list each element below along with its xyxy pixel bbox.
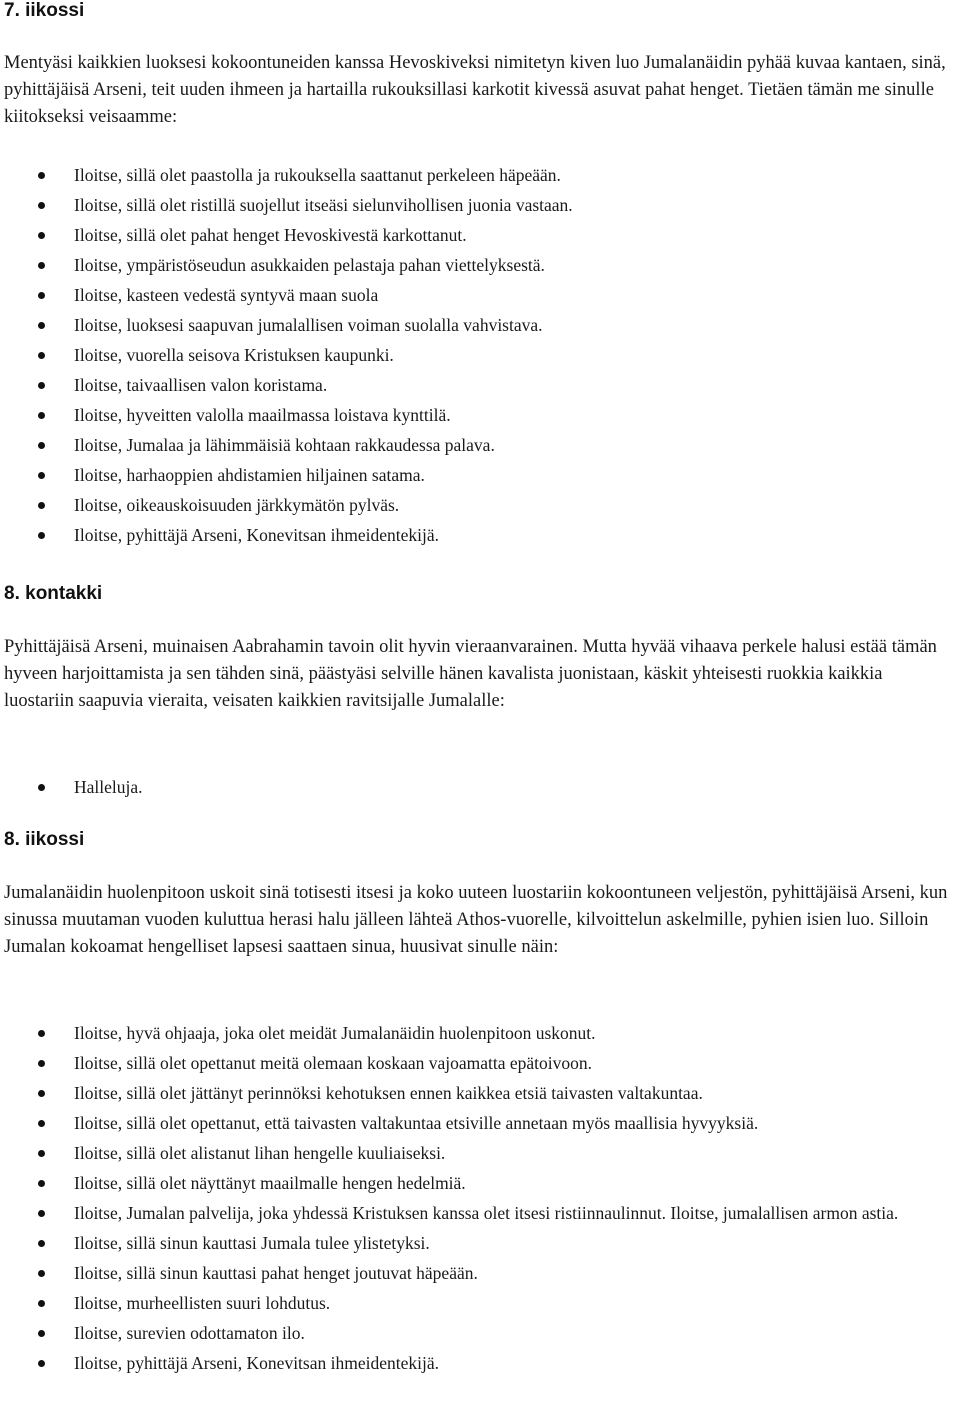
bullet-icon: [38, 1270, 45, 1277]
list-item: Iloitse, ympäristöseudun asukkaiden pelastaja pahan viettelyksestä.: [4, 250, 573, 280]
list-item: Iloitse, sillä olet jättänyt perinnöksi kehotuksen ennen kaikkea etsiä taivasten valtakuntaa.: [4, 1078, 898, 1108]
list-item: Iloitse, sillä olet näyttänyt maailmalle hengen hedelmiä.: [4, 1168, 898, 1198]
bullet-icon: [38, 1180, 45, 1187]
bullet-icon: [38, 1240, 45, 1247]
list-item: Iloitse, vuorella seisova Kristuksen kaupunki.: [4, 340, 573, 370]
bullet-list: [4, 772, 143, 802]
list-item: Iloitse, sillä sinun kauttasi pahat henget joutuvat häpeään.: [4, 1258, 898, 1288]
bullet-icon: [38, 1150, 45, 1157]
section-paragraph: Mentyäsi kaikkien luoksesi kokoontuneiden kanssa Hevoskiveksi nimitetyn kiven luo Jumalanäidin pyhää kuvaa kantaen, sinä, pyhittäjäisä Arseni, teit uuden ihmeen ja hartailla rukouksillasi karkotit kivessä asuvat pahat henget. Tietäen tämän me sinulle kiitokseksi veisaamme:: [4, 53, 946, 127]
list-item: Iloitse, sillä olet opettanut, että taivasten valtakuntaa etsiville annetaan myös maallisia hyvyyksiä.: [4, 1108, 898, 1138]
bullet-icon: [38, 1060, 45, 1067]
bullet-icon: [38, 1120, 45, 1127]
list-item: Iloitse, hyvä ohjaaja, joka olet meidät Jumalanäidin huolenpitoon uskonut.: [4, 1018, 898, 1048]
bullet-icon: [38, 1330, 45, 1337]
list-item: Iloitse, sillä olet alistanut lihan hengelle kuuliaiseksi.: [4, 1138, 898, 1168]
list-item: Halleluja.: [4, 772, 143, 802]
list-item: Iloitse, taivaallisen valon koristama.: [4, 370, 573, 400]
list-item: Iloitse, murheellisten suuri lohdutus.: [4, 1288, 898, 1318]
bullet-icon: [38, 784, 45, 791]
bullet-icon: [38, 382, 45, 389]
list-item: Iloitse, luoksesi saapuvan jumalallisen voiman suolalla vahvistava.: [4, 310, 573, 340]
section-heading-7-iikossi: 7. iikossi: [4, 0, 85, 21]
bullet-icon: [38, 412, 45, 419]
list-item: Iloitse, pyhittäjä Arseni, Konevitsan ihmeidentekijä.: [4, 520, 573, 550]
list-item: Iloitse, hyveitten valolla maailmassa loistava kynttilä.: [4, 400, 573, 430]
bullet-icon: [38, 1210, 45, 1217]
bullet-icon: [38, 232, 45, 239]
list-item: Iloitse, sillä olet paastolla ja rukouksella saattanut perkeleen häpeään.: [4, 160, 573, 190]
list-item: Iloitse, oikeauskoisuuden järkkymätön pylväs.: [4, 490, 573, 520]
list-item: Iloitse, sillä olet opettanut meitä olemaan koskaan vajoamatta epätoivoon.: [4, 1048, 898, 1078]
bullet-icon: [38, 532, 45, 539]
bullet-icon: [38, 472, 45, 479]
bullet-icon: [38, 172, 45, 179]
bullet-list: [4, 160, 573, 550]
list-item: Iloitse, kasteen vedestä syntyvä maan suola: [4, 280, 573, 310]
section-heading-8-kontakki: 8. kontakki: [4, 583, 103, 604]
section-paragraph: Jumalanäidin huolenpitoon uskoit sinä totisesti itsesi ja koko uuteen luostariin kokoontuneen veljestön, pyhittäjäisä Arseni, kun sinussa muutaman vuoden kuluttua herasi halu jälleen lähteä Athos-vuorelle, kilvoittelun askelmille, pyhien isien luo. Silloin Jumalan kokoamat hengelliset lapsesi saattaen sinua, huusivat sinulle näin:: [4, 883, 948, 957]
section-heading-8-iikossi: 8. iikossi: [4, 829, 85, 850]
list-item: Iloitse, sillä sinun kauttasi Jumala tulee ylistetyksi.: [4, 1228, 898, 1258]
bullet-icon: [38, 1360, 45, 1367]
bullet-icon: [38, 442, 45, 449]
list-item: Iloitse, Jumalan palvelija, joka yhdessä Kristuksen kanssa olet itsesi ristiinnaulinnut. Iloitse, jumalallisen armon astia.: [4, 1198, 898, 1228]
bullet-icon: [38, 322, 45, 329]
section-paragraph: Pyhittäjäisä Arseni, muinaisen Aabrahamin tavoin olit hyvin vieraanvarainen. Mutta hyvää vihaava perkele halusi estää tämän hyveen harjoittamista ja sen tähden sinä, päästyäsi selville hänen kavalista juonistaan, käskit yhteisesti ruokkia kaikkia luostariin saapuvia vieraita, veisaten kaikkien ravitsijalle Jumalalle:: [4, 637, 937, 711]
bullet-list: [4, 1018, 898, 1378]
list-item: Iloitse, Jumalaa ja lähimmäisiä kohtaan rakkaudessa palava.: [4, 430, 573, 460]
bullet-icon: [38, 262, 45, 269]
bullet-icon: [38, 1030, 45, 1037]
list-item: Iloitse, harhaoppien ahdistamien hiljainen satama.: [4, 460, 573, 490]
list-item: Iloitse, surevien odottamaton ilo.: [4, 1318, 898, 1348]
bullet-icon: [38, 502, 45, 509]
bullet-icon: [38, 202, 45, 209]
list-item: Iloitse, sillä olet pahat henget Hevoskivestä karkottanut.: [4, 220, 573, 250]
bullet-icon: [38, 352, 45, 359]
bullet-icon: [38, 1300, 45, 1307]
bullet-icon: [38, 1090, 45, 1097]
list-item: Iloitse, pyhittäjä Arseni, Konevitsan ihmeidentekijä.: [4, 1348, 898, 1378]
list-item: Iloitse, sillä olet ristillä suojellut itseäsi sielunvihollisen juonia vastaan.: [4, 190, 573, 220]
bullet-icon: [38, 292, 45, 299]
